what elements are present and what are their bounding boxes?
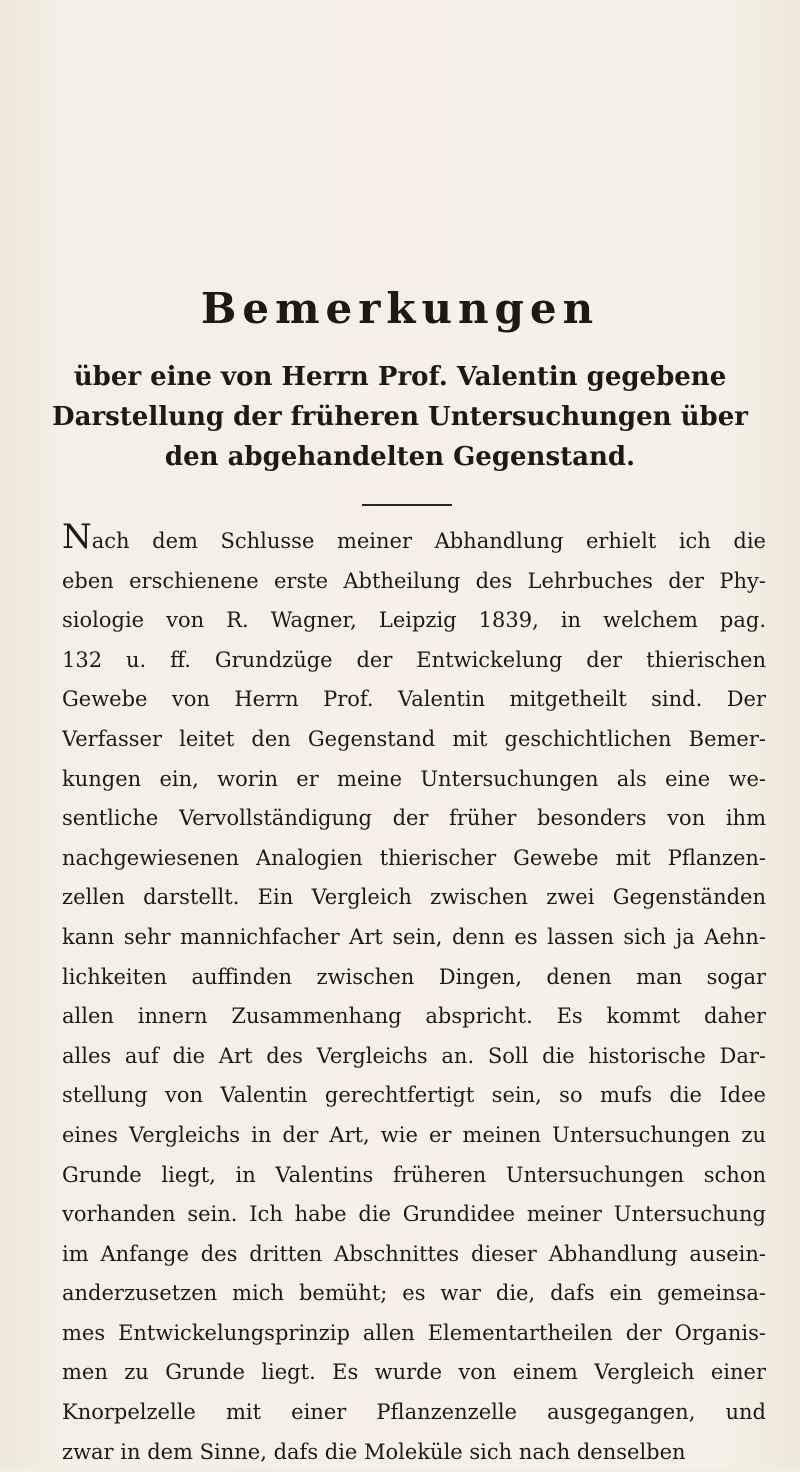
- page-title: Bemerkungen: [200, 284, 600, 333]
- text-line: kungen ein, worin er meine Untersuchungen als eine we-: [62, 766, 766, 791]
- text-line: 132 u. ff. Grundzüge der Entwickelung der thierischen: [62, 647, 766, 672]
- text-line: vorhanden sein. Ich habe die Grundidee meiner Untersuchung: [62, 1202, 766, 1227]
- text-line: Gewebe von Herrn Prof. Valentin mitgetheilt sind. Der: [62, 687, 766, 712]
- text-line: stellung von Valentin gerechtfertigt sein, so mufs die Idee: [62, 1083, 766, 1108]
- text-line: sentliche Vervollständigung der früher besonders von ihm: [62, 806, 766, 831]
- subtitle-line-2: Darstellung der früheren Untersuchungen über: [52, 402, 748, 432]
- first-line-text: ach dem Schlusse meiner Abhandlung erhielt ich die: [91, 529, 766, 553]
- text-line: eines Vergleichs in der Art, wie er meinen Untersuchungen zu: [62, 1122, 766, 1147]
- text-line: kann sehr mannichfacher Art sein, denn es lassen sich ja Aehn-: [62, 924, 766, 949]
- text-line: lichkeiten auffinden zwischen Dingen, denen man sogar: [62, 964, 766, 989]
- text-line: allen innern Zusammenhang abspricht. Es kommt daher: [62, 1004, 766, 1029]
- subtitle-line-3: den abgehandelten Gegenstand.: [164, 442, 636, 472]
- section-divider: [362, 504, 452, 506]
- text-line: zellen darstellt. Ein Vergleich zwischen zwei Gegenständen: [62, 885, 766, 910]
- text-line: zwar in dem Sinne, dafs die Moleküle sich nach denselben: [62, 1439, 686, 1464]
- drop-cap: N: [62, 522, 92, 557]
- text-line: im Anfange des dritten Abschnittes dieser Abhandlung ausein-: [62, 1241, 766, 1266]
- text-line: nachgewiesenen Analogien thierischer Gewebe mit Pflanzen-: [62, 845, 766, 870]
- text-line: men zu Grunde liegt. Es wurde von einem Vergleich einer: [62, 1360, 766, 1385]
- text-line: eben erschienene erste Abtheilung des Lehrbuches der Phy-: [62, 568, 766, 593]
- text-line: [62, 522, 766, 562]
- text-line: Verfasser leitet den Gegenstand mit geschichtlichen Bemer-: [62, 726, 766, 751]
- text-line: Grunde liegt, in Valentins früheren Untersuchungen schon: [62, 1162, 766, 1187]
- text-line: alles auf die Art des Vergleichs an. Soll die historische Dar-: [62, 1043, 766, 1068]
- text-line: anderzusetzen mich bemüht; es war die, dafs ein gemeinsa-: [62, 1281, 766, 1306]
- text-line: mes Entwickelungsprinzip allen Elementartheilen der Organis-: [62, 1320, 766, 1345]
- text-line: Knorpelzelle mit einer Pflanzenzelle ausgegangen, und: [62, 1400, 766, 1425]
- subtitle-line-1: über eine von Herrn Prof. Valentin gegebene: [73, 362, 727, 392]
- body-text: [62, 522, 766, 1472]
- text-line: siologie von R. Wagner, Leipzig 1839, in welchem pag.: [62, 608, 766, 633]
